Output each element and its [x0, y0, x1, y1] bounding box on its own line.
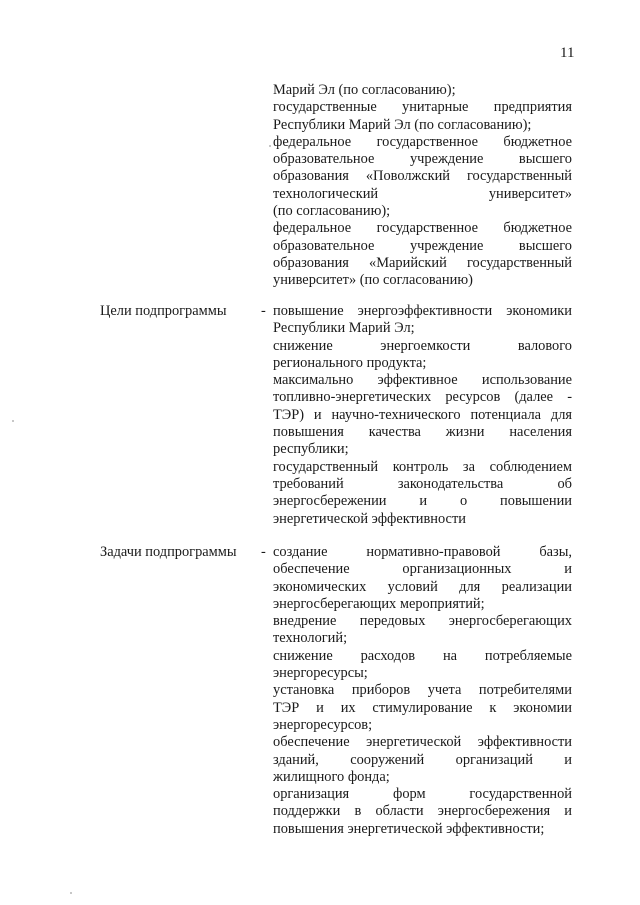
text-line: государственные унитарные предприятия	[273, 99, 572, 116]
text-line: установка приборов учета потребителями	[273, 682, 572, 699]
text-line: республики;	[273, 441, 349, 458]
tasks-label: Задачи подпрограммы	[100, 544, 237, 560]
text-line: образовательное учреждение высшего	[273, 151, 572, 168]
text-line: создание нормативно-правовой базы,	[273, 544, 572, 560]
scan-speck	[12, 420, 14, 422]
text-line: Марий Эл (по согласованию);	[273, 82, 456, 98]
text-line: обеспечение организационных и	[273, 561, 572, 578]
text-line: образования «Марийский государственный	[273, 254, 572, 271]
text-line: экономических условий для реализации	[273, 578, 572, 595]
text-line: зданий, сооружений организаций и	[273, 751, 572, 768]
text-line: поддержки в области энергосбережения и	[273, 803, 572, 820]
tasks-text	[273, 544, 572, 838]
text-line: технологий;	[273, 630, 348, 647]
scan-speck	[70, 892, 72, 894]
text-line: (по согласованию);	[273, 203, 391, 220]
text-line: образовательное учреждение высшего	[273, 237, 572, 254]
text-line: федеральное государственное бюджетное	[273, 133, 572, 150]
text-line: жилищного фонда;	[273, 768, 390, 785]
text-line: организация форм государственной	[273, 786, 572, 803]
text-line: Республики Марий Эл (по согласованию);	[273, 116, 532, 133]
goals-label: Цели подпрограммы	[100, 303, 227, 319]
text-line: энергосбережении и о повышении	[273, 493, 572, 510]
text-line: энергоресурсы;	[273, 665, 368, 682]
text-line: внедрение передовых энергосберегающих	[273, 613, 572, 630]
scan-speck	[269, 145, 271, 147]
text-line: энергетической эффективности	[273, 510, 466, 527]
text-line: образования «Поволжский государственный	[273, 168, 572, 185]
text-line: снижение расходов на потребляемые	[273, 647, 572, 664]
text-line: Республики Марий Эл;	[273, 320, 415, 337]
text-line: энергосберегающих мероприятий;	[273, 595, 485, 612]
text-line: регионального продукта;	[273, 354, 427, 371]
goals-dash: -	[261, 303, 266, 319]
text-line: повышение энергоэффективности экономики	[273, 303, 572, 319]
text-line: университет» (по согласованию)	[273, 272, 473, 289]
text-line: федеральное государственное бюджетное	[273, 220, 572, 237]
participants-continuation	[273, 82, 572, 290]
text-line: повышения качества жизни населения	[273, 424, 572, 441]
text-line: максимально эффективное использование	[273, 372, 572, 389]
text-line: обеспечение энергетической эффективности	[273, 734, 572, 751]
text-line: ТЭР) и научно-технического потенциала для	[273, 406, 572, 423]
page-number: 11	[560, 45, 575, 61]
text-line: технологический университет»	[273, 185, 572, 202]
tasks-dash: -	[261, 544, 266, 560]
goals-text	[273, 303, 572, 528]
text-line: снижение энергоемкости валового	[273, 337, 572, 354]
text-line: ТЭР и их стимулирование к экономии	[273, 699, 572, 716]
text-line: энергоресурсов;	[273, 716, 373, 733]
text-line: топливно-энергетических ресурсов (далее -	[273, 389, 572, 406]
text-line: повышения энергетической эффективности;	[273, 820, 545, 837]
text-line: требований законодательства об	[273, 475, 572, 492]
text-line: государственный контроль за соблюдением	[273, 458, 572, 475]
